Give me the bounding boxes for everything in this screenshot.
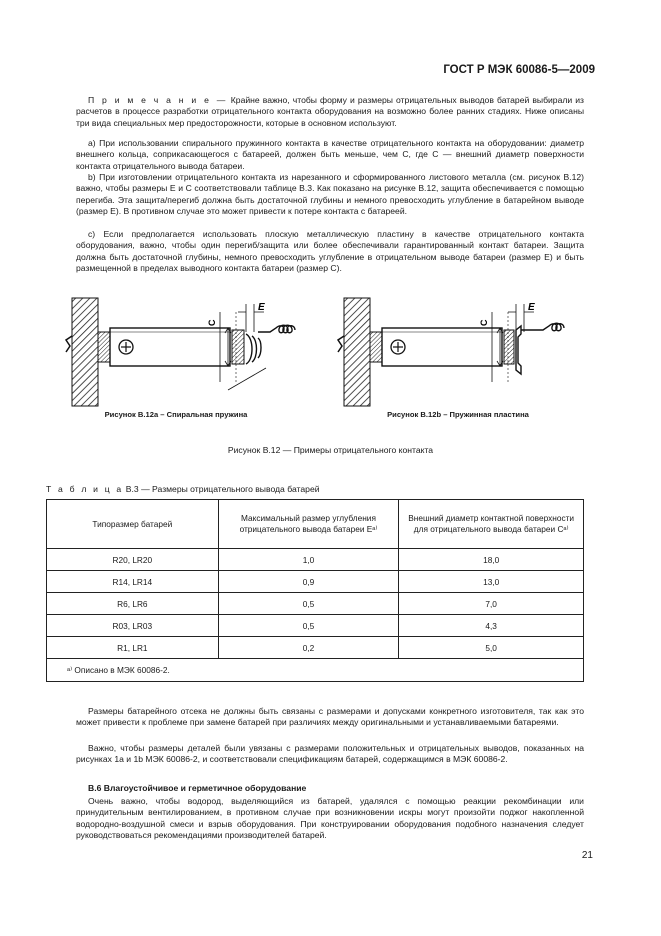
section-title: В.6 Влагоустойчивое и герметичное оборудование	[88, 783, 307, 793]
table-row	[47, 593, 584, 615]
cell-c: 7,0	[399, 593, 584, 615]
item-b: b) При изготовлении отрицательного контакта из нарезанного и сформированного листового металла (см. рисунок В.12) важно, чтобы размеры Е и С соответствовали таблице В.3. Как показано на рисунке В.12, защита обеспечивается с помощью перегиба. Эта защита/перегиб должна быть достаточной глубины и немного превосходить углубление в батарейном выводе (размер Е). В противном случае это может привести к потере контакта с батареей.	[76, 172, 584, 217]
cell-size: R6, LR6	[47, 593, 219, 615]
figure-b	[332, 292, 572, 432]
cell-e: 0,5	[218, 615, 399, 637]
table-row	[47, 615, 584, 637]
header-c: Внешний диаметр контактной поверхности для отрицательного вывода батареи Сᵃ⁾	[399, 500, 584, 549]
dim-c-label: C	[207, 319, 217, 326]
note-text: Крайне важно, чтобы форму и размеры отрицательных выводов батарей выбирали из расчетов в процессе разработки отрицательного контакта оборудования на возможно более ранних стадиях. Ниже описаны три вида специальных мер предосторожности, которые в основном используют.	[76, 95, 584, 128]
paragraph-dimensions: Важно, чтобы размеры деталей были увязаны с размерами положительных и отрицательных выводов, показанных на рисунках 1а и 1b МЭК 60086-2, и соответствовали спецификациям батарей, содержащимся в МЭК 60086-2.	[76, 743, 584, 765]
figure-b-caption: Рисунок В.12b – Пружинная пластина	[387, 410, 529, 419]
table-title-label: Т а б л и ц а	[46, 484, 124, 494]
dim-e-label-b: E	[528, 302, 535, 313]
cell-e: 0,5	[218, 593, 399, 615]
cell-c: 4,3	[399, 615, 584, 637]
cell-c: 13,0	[399, 571, 584, 593]
figure-main-caption: Рисунок В.12 — Примеры отрицательного контакта	[227, 445, 434, 455]
item-a: а) При использовании спирального пружинного контакта в качестве отрицательного контакта на оборудовании: диаметр внешнего кольца, соприкасающегося с батареей, должен быть меньше, чем С, где С — внешний диаметр поверхности контакта отрицательного вывода батареи.	[76, 138, 584, 171]
table-footnote: ᵃ⁾ Описано в МЭК 60086-2.	[47, 659, 584, 682]
cell-size: R20, LR20	[47, 549, 219, 571]
cell-e: 0,2	[218, 637, 399, 659]
table-row	[47, 571, 584, 593]
note-label: П р и м е ч а н и е —	[88, 95, 228, 105]
table-row	[47, 637, 584, 659]
note-paragraph	[76, 95, 584, 129]
cell-size: R1, LR1	[47, 637, 219, 659]
cell-size: R14, LR14	[47, 571, 219, 593]
figure-b12	[60, 292, 600, 432]
cell-c: 5,0	[399, 637, 584, 659]
dimensions-table	[46, 499, 584, 682]
table-footnote-row	[47, 659, 584, 682]
table-title	[46, 484, 320, 494]
header-e: Максимальный размер углубления отрицательного вывода батареи Еᵃ⁾	[218, 500, 399, 549]
figure-a	[60, 292, 300, 432]
figure-a-caption: Рисунок В.12a – Спиральная пружина	[104, 410, 248, 419]
table-title-text: В.3 — Размеры отрицательного вывода батарей	[123, 484, 320, 494]
table-header-row	[47, 500, 584, 549]
document-header: ГОСТ Р МЭК 60086-5—2009	[443, 64, 595, 76]
dim-e-label: E	[258, 302, 265, 313]
page-number: 21	[581, 850, 593, 861]
header-size: Типоразмер батарей	[47, 500, 219, 549]
item-c: с) Если предполагается использовать плоскую металлическую пластину в качестве отрицательного контакта оборудования, важно, чтобы один перегиб/защита или более обеспечивали гарантированный контакт батареи. Защита должна быть достаточной глубины, немного превосходить углубление в отрицательном выводе батареи (размер Е) и быть размещенной в пределах выводного контакта батареи (размер С).	[76, 229, 584, 274]
paragraph-compartment: Размеры батарейного отсека не должны быть связаны с размерами и допусками конкретного изготовителя, так как это может привести к проблеме при замене батарей при различиях между оригинальными и устанавливаемыми батареями.	[76, 706, 584, 728]
dim-c-label-b: C	[479, 319, 489, 326]
cell-e: 0,9	[218, 571, 399, 593]
cell-e: 1,0	[218, 549, 399, 571]
cell-size: R03, LR03	[47, 615, 219, 637]
table-row	[47, 549, 584, 571]
cell-c: 18,0	[399, 549, 584, 571]
paragraph-hydrogen: Очень важно, чтобы водород, выделяющийся из батарей, удалялся с помощью реакции рекомбинации или принудительным вентилированием, в противном случае при возникновении искры могут произойти поджог накопленной водородно-воздушной смеси и взрыв оборудования. При конструировании оборудования подобного назначения следует руководствоваться рекомендациями производителей батарей.	[76, 796, 584, 841]
